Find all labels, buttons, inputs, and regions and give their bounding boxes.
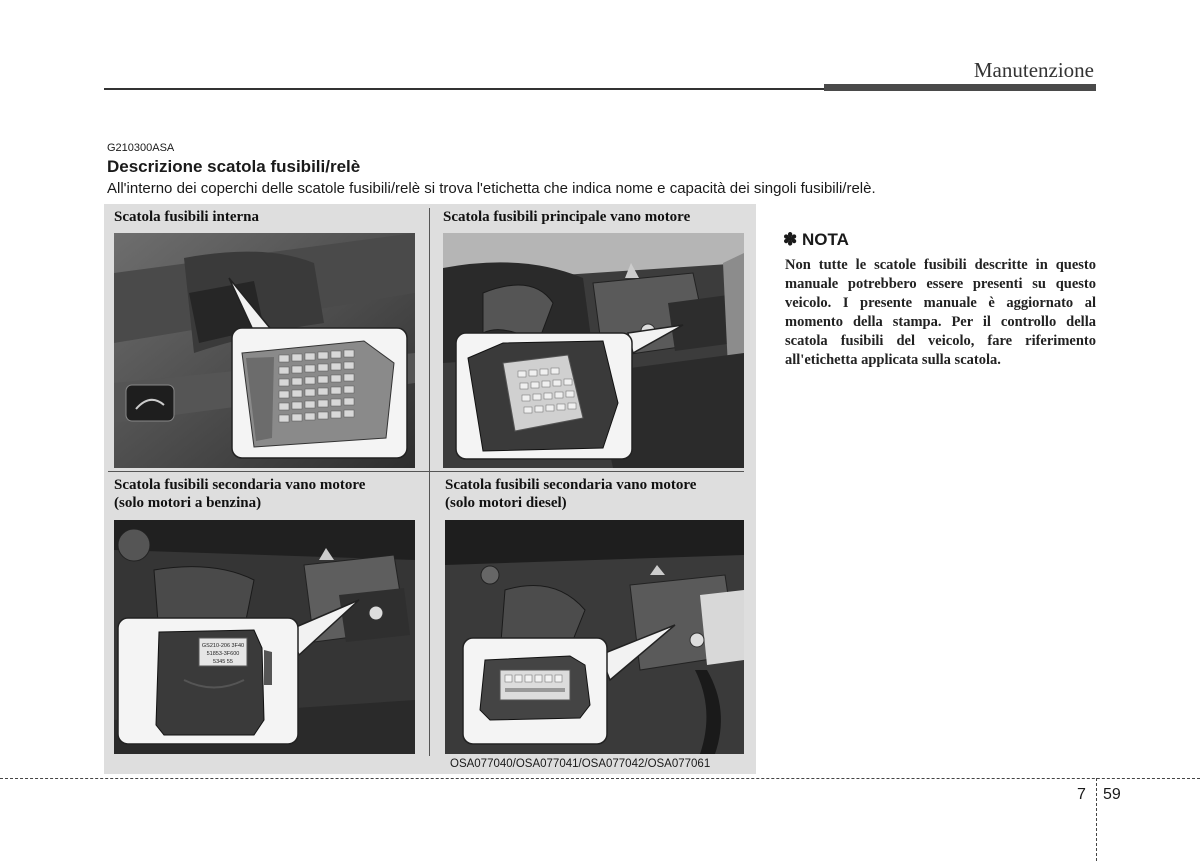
secondary-petrol-fuse-box-photo — [114, 520, 415, 754]
chapter-number: 7 — [1077, 786, 1086, 803]
header-title: Manutenzione — [973, 58, 1094, 82]
footer-dashed-rule — [0, 778, 1200, 779]
figure-caption-secondary-diesel: Scatola fusibili secondaria vano motore (solo motori diesel) — [445, 477, 697, 511]
figure-divider-vertical — [429, 208, 430, 756]
footer-dashed-divider — [1096, 778, 1097, 861]
secondary-diesel-fuse-box-photo — [445, 520, 744, 754]
note-title: ✽ NOTA — [783, 230, 849, 249]
figure-caption-secondary-petrol: Scatola fusibili secondaria vano motore (solo motori a benzina) — [114, 477, 366, 511]
figure-caption-interior: Scatola fusibili interna — [114, 209, 260, 225]
figure-reference: OSA077040/OSA077041/OSA077042/OSA077061 — [450, 758, 711, 770]
section-title: Descrizione scatola fusibili/relè — [107, 157, 361, 176]
page-number: 59 — [1103, 786, 1121, 803]
section-intro: All'interno dei coperchi delle scatole fusibili/relè si trova l'etichetta che indica nome e capacità dei singoli fusibili/relè. — [107, 180, 876, 197]
header-rule-accent — [824, 84, 1096, 91]
svg-text:5345 55: 5345 55 — [213, 659, 233, 665]
note-body: Non tutte le scatole fusibili descritte in questo manuale potrebbero essere presenti su questo veicolo. I presente manuale è aggiornato al momento della stampa. Per il controllo della scatola fusibili del veicolo, fare riferimento all'etichetta applicata sulla scatola. — [785, 257, 1096, 368]
figure-caption-main-engine: Scatola fusibili principale vano motore — [443, 209, 691, 225]
svg-text:GS210-206 3F40: GS210-206 3F40 — [201, 643, 245, 649]
interior-fuse-box-photo — [114, 233, 415, 468]
main-engine-fuse-box-photo — [443, 233, 744, 468]
figure-divider-horizontal — [108, 471, 744, 472]
svg-text:51853-3F600: 51853-3F600 — [206, 651, 240, 657]
section-code: G210300ASA — [107, 142, 175, 154]
